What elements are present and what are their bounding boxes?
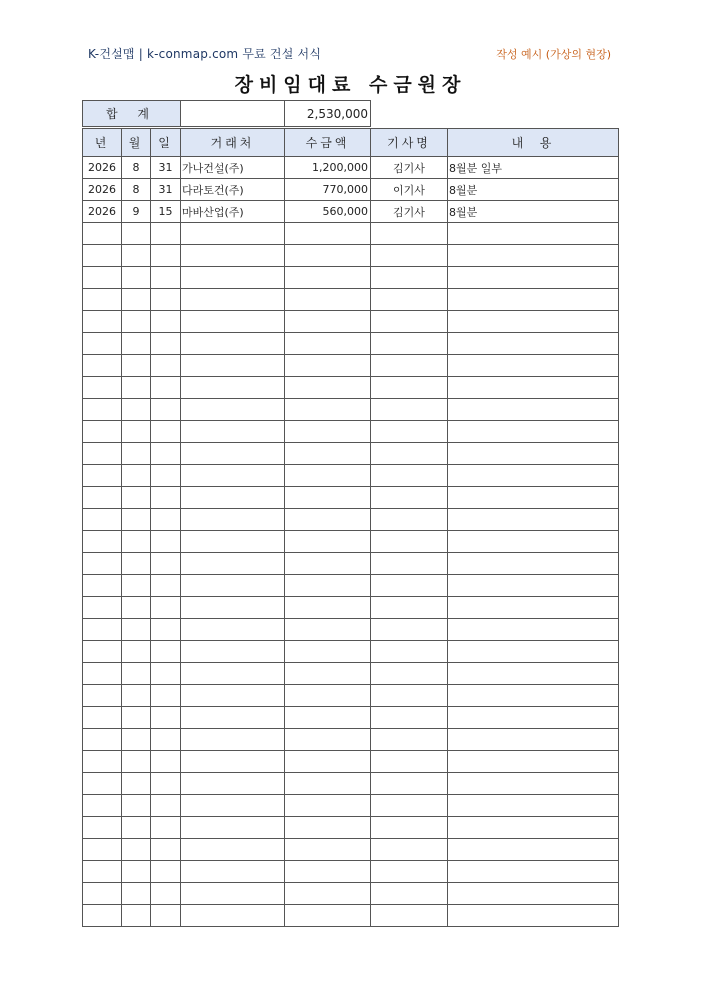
empty-cell xyxy=(83,575,122,597)
empty-cell xyxy=(448,685,619,707)
empty-cell xyxy=(181,883,285,905)
empty-cell xyxy=(122,619,151,641)
empty-cell xyxy=(285,597,371,619)
empty-cell xyxy=(371,355,448,377)
empty-row xyxy=(83,487,619,509)
cell-year: 2026 xyxy=(83,157,122,179)
empty-cell xyxy=(371,223,448,245)
cell-note: 8월분 xyxy=(448,179,619,201)
empty-cell xyxy=(122,311,151,333)
empty-cell xyxy=(285,641,371,663)
cell-amount: 560,000 xyxy=(285,201,371,223)
summary-blank-cell xyxy=(181,101,285,127)
empty-row xyxy=(83,729,619,751)
empty-cell xyxy=(83,377,122,399)
empty-cell xyxy=(448,421,619,443)
empty-cell xyxy=(448,729,619,751)
empty-cell xyxy=(371,795,448,817)
empty-cell xyxy=(151,597,181,619)
cell-day: 31 xyxy=(151,157,181,179)
cell-note: 8월분 일부 xyxy=(448,157,619,179)
empty-cell xyxy=(371,575,448,597)
empty-cell xyxy=(83,729,122,751)
empty-cell xyxy=(371,509,448,531)
empty-cell xyxy=(285,509,371,531)
empty-cell xyxy=(285,751,371,773)
empty-row xyxy=(83,333,619,355)
empty-cell xyxy=(285,487,371,509)
empty-cell xyxy=(83,685,122,707)
empty-cell xyxy=(151,333,181,355)
empty-cell xyxy=(83,883,122,905)
empty-cell xyxy=(122,421,151,443)
empty-cell xyxy=(285,355,371,377)
empty-cell xyxy=(151,663,181,685)
empty-cell xyxy=(181,311,285,333)
empty-cell xyxy=(448,509,619,531)
empty-cell xyxy=(151,443,181,465)
empty-cell xyxy=(83,223,122,245)
empty-cell xyxy=(181,597,285,619)
empty-cell xyxy=(448,245,619,267)
empty-cell xyxy=(371,861,448,883)
empty-cell xyxy=(181,619,285,641)
empty-cell xyxy=(122,883,151,905)
empty-cell xyxy=(448,575,619,597)
empty-cell xyxy=(181,487,285,509)
empty-cell xyxy=(122,575,151,597)
empty-cell xyxy=(285,685,371,707)
empty-cell xyxy=(371,751,448,773)
empty-cell xyxy=(371,311,448,333)
empty-cell xyxy=(285,707,371,729)
empty-cell xyxy=(285,575,371,597)
empty-cell xyxy=(151,905,181,927)
empty-cell xyxy=(285,663,371,685)
cell-day: 15 xyxy=(151,201,181,223)
empty-cell xyxy=(448,905,619,927)
empty-cell xyxy=(122,333,151,355)
col-year: 년 xyxy=(83,129,122,157)
empty-cell xyxy=(151,399,181,421)
empty-cell xyxy=(285,839,371,861)
empty-cell xyxy=(151,509,181,531)
empty-cell xyxy=(371,377,448,399)
empty-cell xyxy=(285,905,371,927)
empty-cell xyxy=(151,575,181,597)
empty-row xyxy=(83,531,619,553)
empty-row xyxy=(83,773,619,795)
cell-amount: 770,000 xyxy=(285,179,371,201)
empty-cell xyxy=(285,333,371,355)
empty-cell xyxy=(151,883,181,905)
empty-cell xyxy=(151,289,181,311)
empty-cell xyxy=(285,883,371,905)
cell-driver: 이기사 xyxy=(371,179,448,201)
empty-cell xyxy=(448,267,619,289)
empty-cell xyxy=(371,641,448,663)
empty-cell xyxy=(83,399,122,421)
empty-cell xyxy=(181,817,285,839)
empty-cell xyxy=(285,421,371,443)
empty-cell xyxy=(122,553,151,575)
empty-cell xyxy=(371,883,448,905)
col-amount: 수금액 xyxy=(285,129,371,157)
empty-cell xyxy=(151,795,181,817)
cell-note: 8월분 xyxy=(448,201,619,223)
empty-cell xyxy=(285,443,371,465)
cell-amount: 1,200,000 xyxy=(285,157,371,179)
empty-row xyxy=(83,223,619,245)
empty-cell xyxy=(151,531,181,553)
empty-cell xyxy=(83,487,122,509)
empty-cell xyxy=(122,289,151,311)
empty-row xyxy=(83,685,619,707)
empty-cell xyxy=(448,839,619,861)
summary-total: 2,530,000 xyxy=(285,101,371,127)
empty-cell xyxy=(151,729,181,751)
table-row xyxy=(83,179,619,201)
empty-cell xyxy=(285,795,371,817)
cell-year: 2026 xyxy=(83,179,122,201)
empty-cell xyxy=(83,421,122,443)
empty-cell xyxy=(122,223,151,245)
empty-cell xyxy=(83,509,122,531)
empty-cell xyxy=(448,641,619,663)
empty-cell xyxy=(181,685,285,707)
empty-cell xyxy=(371,619,448,641)
empty-cell xyxy=(151,421,181,443)
empty-cell xyxy=(83,443,122,465)
empty-cell xyxy=(285,619,371,641)
empty-row xyxy=(83,377,619,399)
empty-cell xyxy=(371,421,448,443)
empty-cell xyxy=(285,773,371,795)
empty-cell xyxy=(371,333,448,355)
empty-cell xyxy=(83,553,122,575)
empty-cell xyxy=(448,487,619,509)
empty-row xyxy=(83,421,619,443)
cell-month: 8 xyxy=(122,157,151,179)
empty-cell xyxy=(371,487,448,509)
empty-cell xyxy=(151,773,181,795)
empty-cell xyxy=(285,377,371,399)
empty-cell xyxy=(448,597,619,619)
empty-cell xyxy=(448,795,619,817)
empty-cell xyxy=(122,377,151,399)
empty-cell xyxy=(122,509,151,531)
empty-cell xyxy=(371,399,448,421)
empty-cell xyxy=(371,597,448,619)
empty-cell xyxy=(448,751,619,773)
empty-cell xyxy=(122,773,151,795)
empty-cell xyxy=(371,707,448,729)
empty-cell xyxy=(371,905,448,927)
empty-cell xyxy=(122,487,151,509)
empty-cell xyxy=(122,795,151,817)
empty-cell xyxy=(371,817,448,839)
empty-cell xyxy=(83,597,122,619)
empty-cell xyxy=(448,311,619,333)
empty-cell xyxy=(83,795,122,817)
empty-cell xyxy=(151,355,181,377)
empty-cell xyxy=(151,223,181,245)
empty-cell xyxy=(122,905,151,927)
empty-cell xyxy=(151,839,181,861)
empty-cell xyxy=(181,443,285,465)
empty-row xyxy=(83,663,619,685)
empty-cell xyxy=(285,311,371,333)
empty-cell xyxy=(122,751,151,773)
empty-cell xyxy=(151,619,181,641)
empty-cell xyxy=(122,355,151,377)
empty-cell xyxy=(285,465,371,487)
empty-cell xyxy=(448,663,619,685)
empty-cell xyxy=(448,707,619,729)
ledger-header-row xyxy=(83,129,619,157)
empty-cell xyxy=(83,355,122,377)
empty-cell xyxy=(371,289,448,311)
empty-cell xyxy=(151,751,181,773)
empty-cell xyxy=(83,707,122,729)
empty-cell xyxy=(181,223,285,245)
empty-row xyxy=(83,553,619,575)
empty-cell xyxy=(181,795,285,817)
empty-cell xyxy=(151,817,181,839)
col-note: 내 용 xyxy=(448,129,619,157)
empty-cell xyxy=(122,531,151,553)
empty-row xyxy=(83,267,619,289)
empty-cell xyxy=(181,663,285,685)
empty-cell xyxy=(285,399,371,421)
empty-cell xyxy=(285,729,371,751)
empty-cell xyxy=(151,311,181,333)
empty-cell xyxy=(181,333,285,355)
empty-cell xyxy=(151,465,181,487)
empty-cell xyxy=(122,861,151,883)
summary-row xyxy=(83,101,371,127)
empty-row xyxy=(83,355,619,377)
empty-cell xyxy=(181,861,285,883)
summary-label: 합 계 xyxy=(83,101,181,127)
empty-cell xyxy=(83,333,122,355)
empty-cell xyxy=(181,553,285,575)
empty-cell xyxy=(122,597,151,619)
empty-cell xyxy=(371,245,448,267)
empty-cell xyxy=(122,465,151,487)
empty-cell xyxy=(448,465,619,487)
empty-cell xyxy=(151,553,181,575)
empty-row xyxy=(83,509,619,531)
empty-cell xyxy=(448,773,619,795)
empty-cell xyxy=(83,817,122,839)
empty-cell xyxy=(181,531,285,553)
empty-cell xyxy=(371,553,448,575)
empty-cell xyxy=(285,289,371,311)
empty-cell xyxy=(181,773,285,795)
empty-cell xyxy=(83,531,122,553)
empty-cell xyxy=(151,377,181,399)
empty-cell xyxy=(285,553,371,575)
empty-cell xyxy=(371,839,448,861)
ledger-table xyxy=(82,128,619,927)
summary-table xyxy=(82,100,371,127)
empty-cell xyxy=(181,421,285,443)
empty-row xyxy=(83,861,619,883)
empty-cell xyxy=(122,399,151,421)
cell-month: 9 xyxy=(122,201,151,223)
empty-row xyxy=(83,443,619,465)
empty-row xyxy=(83,905,619,927)
empty-cell xyxy=(122,685,151,707)
empty-cell xyxy=(181,355,285,377)
empty-cell xyxy=(181,641,285,663)
empty-cell xyxy=(371,685,448,707)
cell-driver: 김기사 xyxy=(371,201,448,223)
empty-cell xyxy=(371,773,448,795)
empty-cell xyxy=(83,905,122,927)
empty-cell xyxy=(181,707,285,729)
empty-cell xyxy=(122,663,151,685)
empty-cell xyxy=(181,245,285,267)
empty-row xyxy=(83,465,619,487)
empty-cell xyxy=(83,641,122,663)
empty-cell xyxy=(83,465,122,487)
cell-client: 가나건설(주) xyxy=(181,157,285,179)
empty-cell xyxy=(151,245,181,267)
empty-row xyxy=(83,817,619,839)
cell-driver: 김기사 xyxy=(371,157,448,179)
empty-cell xyxy=(181,751,285,773)
empty-cell xyxy=(448,333,619,355)
empty-cell xyxy=(285,861,371,883)
empty-row xyxy=(83,795,619,817)
empty-cell xyxy=(181,465,285,487)
empty-cell xyxy=(151,487,181,509)
empty-row xyxy=(83,245,619,267)
empty-cell xyxy=(83,839,122,861)
empty-cell xyxy=(122,817,151,839)
empty-cell xyxy=(448,399,619,421)
empty-row xyxy=(83,751,619,773)
empty-cell xyxy=(151,707,181,729)
empty-cell xyxy=(83,619,122,641)
empty-row xyxy=(83,575,619,597)
empty-cell xyxy=(83,773,122,795)
empty-cell xyxy=(448,861,619,883)
document-title: 장비임대료 수금원장 xyxy=(234,74,467,96)
empty-row xyxy=(83,883,619,905)
col-client: 거래처 xyxy=(181,129,285,157)
empty-cell xyxy=(285,267,371,289)
empty-cell xyxy=(83,267,122,289)
cell-year: 2026 xyxy=(83,201,122,223)
empty-cell xyxy=(181,399,285,421)
col-day: 일 xyxy=(151,129,181,157)
empty-row xyxy=(83,597,619,619)
empty-cell xyxy=(285,817,371,839)
table-row xyxy=(83,201,619,223)
empty-cell xyxy=(371,663,448,685)
empty-cell xyxy=(83,245,122,267)
empty-cell xyxy=(122,245,151,267)
table-row xyxy=(83,157,619,179)
cell-client: 마바산업(주) xyxy=(181,201,285,223)
empty-cell xyxy=(122,641,151,663)
empty-cell xyxy=(371,531,448,553)
cell-month: 8 xyxy=(122,179,151,201)
empty-cell xyxy=(181,267,285,289)
empty-cell xyxy=(122,839,151,861)
empty-cell xyxy=(448,817,619,839)
site-header: K-건설맵 | k-conmap.com 무료 건설 서식 xyxy=(88,47,322,61)
empty-cell xyxy=(181,905,285,927)
empty-cell xyxy=(83,663,122,685)
empty-cell xyxy=(371,267,448,289)
empty-row xyxy=(83,399,619,421)
empty-cell xyxy=(371,465,448,487)
empty-cell xyxy=(181,289,285,311)
empty-cell xyxy=(371,729,448,751)
empty-cell xyxy=(181,575,285,597)
empty-cell xyxy=(371,443,448,465)
empty-cell xyxy=(122,267,151,289)
empty-cell xyxy=(151,267,181,289)
empty-cell xyxy=(151,685,181,707)
empty-cell xyxy=(448,223,619,245)
col-month: 월 xyxy=(122,129,151,157)
empty-row xyxy=(83,619,619,641)
col-driver: 기사명 xyxy=(371,129,448,157)
empty-cell xyxy=(285,245,371,267)
empty-cell xyxy=(448,531,619,553)
empty-row xyxy=(83,839,619,861)
cell-day: 31 xyxy=(151,179,181,201)
empty-cell xyxy=(181,729,285,751)
empty-cell xyxy=(448,289,619,311)
empty-cell xyxy=(83,751,122,773)
empty-cell xyxy=(151,641,181,663)
example-notice: 작성 예시 (가상의 현장) xyxy=(496,48,611,61)
empty-row xyxy=(83,641,619,663)
empty-row xyxy=(83,289,619,311)
empty-cell xyxy=(285,223,371,245)
empty-cell xyxy=(83,311,122,333)
empty-cell xyxy=(83,289,122,311)
empty-cell xyxy=(285,531,371,553)
cell-client: 다라토건(주) xyxy=(181,179,285,201)
empty-cell xyxy=(83,861,122,883)
empty-cell xyxy=(122,729,151,751)
empty-cell xyxy=(448,883,619,905)
empty-cell xyxy=(151,861,181,883)
empty-cell xyxy=(448,553,619,575)
empty-cell xyxy=(181,509,285,531)
empty-cell xyxy=(122,707,151,729)
empty-cell xyxy=(448,443,619,465)
empty-cell xyxy=(181,377,285,399)
empty-cell xyxy=(448,355,619,377)
empty-cell xyxy=(181,839,285,861)
empty-cell xyxy=(448,619,619,641)
empty-row xyxy=(83,311,619,333)
empty-row xyxy=(83,707,619,729)
empty-cell xyxy=(448,377,619,399)
empty-cell xyxy=(122,443,151,465)
